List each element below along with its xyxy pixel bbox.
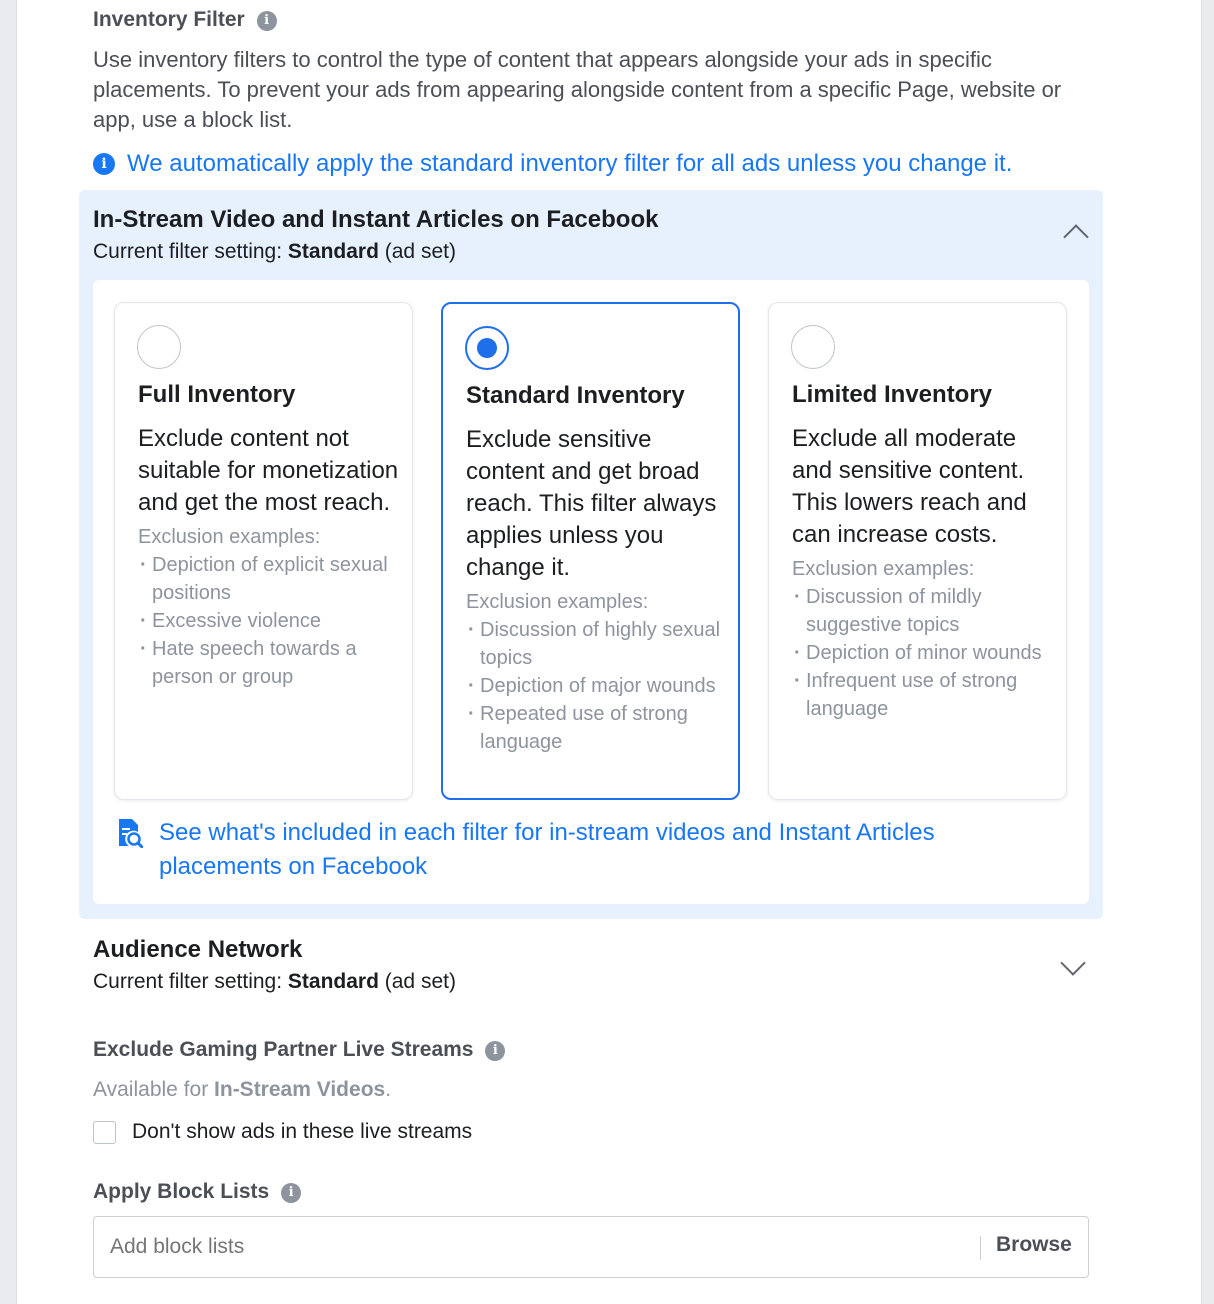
gaming-header	[93, 1038, 505, 1062]
setting-suffix: (ad set)	[378, 970, 456, 993]
exclusion-example: · Discussion of mildly suggestive topics	[792, 583, 1054, 639]
card-title: Limited Inventory	[792, 381, 993, 408]
card-body	[466, 424, 728, 756]
live-streams-checkbox-row[interactable]	[93, 1120, 472, 1144]
standard-filter-notice	[93, 150, 1012, 178]
chevron-up-icon[interactable]	[1063, 224, 1088, 249]
block-lists-header	[93, 1180, 301, 1204]
exclusion-example: · Excessive violence	[138, 607, 400, 635]
gaming-availability	[93, 1078, 391, 1102]
audience-network-current-setting	[93, 970, 1093, 994]
inventory-filter-header	[93, 8, 277, 32]
filter-details-link[interactable]: See what's included in each filter for in-stream videos and Instant Articles placements on Facebook	[159, 819, 935, 880]
block-lists-field	[93, 1216, 1089, 1278]
full-inventory-radio[interactable]	[137, 325, 181, 369]
filter-details-link-row	[117, 816, 1017, 884]
card-description: Exclude all moderate and sensitive content. This lowers reach and can increase costs.	[792, 425, 1027, 548]
exclusion-examples-list	[138, 551, 400, 691]
document-search-icon	[117, 818, 147, 884]
browse-button[interactable]: Browse	[996, 1233, 1072, 1256]
exclusion-example: · Discussion of highly sexual topics	[466, 616, 728, 672]
full-inventory-card[interactable]	[114, 302, 413, 800]
live-streams-checkbox[interactable]	[93, 1121, 116, 1144]
instream-accordion-header[interactable]	[93, 206, 1053, 264]
info-icon[interactable]: i	[257, 11, 277, 31]
exclusion-example: · Hate speech towards a person or group	[138, 635, 400, 691]
availability-prefix: Available for	[93, 1078, 215, 1101]
block-lists-input[interactable]	[108, 1229, 958, 1265]
exclusion-example: · Repeated use of strong language	[466, 700, 728, 756]
exclusion-examples-title: Exclusion examples:	[466, 591, 649, 613]
audience-network-title: Audience Network	[93, 936, 303, 963]
info-icon[interactable]: i	[281, 1183, 301, 1203]
standard-inventory-card[interactable]	[441, 302, 740, 800]
availability-suffix: .	[385, 1078, 392, 1101]
divider	[980, 1236, 981, 1260]
inventory-filter-panel	[16, 0, 1202, 1304]
card-title: Standard Inventory	[466, 382, 685, 409]
setting-prefix: Current filter setting:	[93, 970, 288, 993]
exclusion-example: · Depiction of major wounds	[466, 672, 728, 700]
exclusion-example: · Depiction of minor wounds	[792, 639, 1054, 667]
setting-suffix: (ad set)	[378, 240, 456, 263]
exclusion-example: · Infrequent use of strong language	[792, 667, 1054, 723]
exclusion-examples-list	[792, 583, 1054, 723]
standard-inventory-radio[interactable]	[465, 326, 509, 370]
limited-inventory-radio[interactable]	[791, 325, 835, 369]
gaming-title: Exclude Gaming Partner Live Streams	[93, 1038, 474, 1061]
instream-title: In-Stream Video and Instant Articles on Facebook	[93, 206, 659, 233]
limited-inventory-card[interactable]	[768, 302, 1067, 800]
instream-current-setting	[93, 240, 1053, 264]
setting-prefix: Current filter setting:	[93, 240, 288, 263]
notice-text: We automatically apply the standard inventory filter for all ads unless you change it.	[127, 150, 1013, 177]
card-description: Exclude content not suitable for monetization and get the most reach.	[138, 425, 399, 516]
block-lists-title: Apply Block Lists	[93, 1180, 270, 1203]
card-title: Full Inventory	[138, 381, 296, 408]
exclusion-example: · Depiction of explicit sexual positions	[138, 551, 400, 607]
card-body	[138, 423, 400, 691]
card-body	[792, 423, 1054, 723]
inventory-filter-description: Use inventory filters to control the type of content that appears alongside your ads in specific placements. To prevent your ads from appearing alongside content from a specific Page, website or app, use a block list.	[93, 47, 1062, 132]
setting-value: Standard	[287, 970, 379, 993]
setting-value: Standard	[287, 240, 379, 263]
inventory-options	[93, 280, 1089, 904]
exclusion-examples-title: Exclusion examples:	[138, 526, 321, 548]
card-description: Exclude sensitive content and get broad reach. This filter always applies unless you change it.	[466, 426, 717, 581]
instream-accordion	[79, 190, 1103, 919]
audience-network-accordion-header[interactable]	[93, 936, 1093, 994]
exclusion-examples-list	[466, 616, 728, 756]
availability-value: In-Stream Videos	[214, 1078, 386, 1101]
exclusion-examples-title: Exclusion examples:	[792, 558, 975, 580]
checkbox-label[interactable]: Don't show ads in these live streams	[132, 1120, 473, 1143]
info-icon[interactable]: i	[485, 1041, 505, 1061]
info-icon: i	[93, 153, 115, 175]
inventory-filter-title: Inventory Filter	[93, 8, 245, 31]
